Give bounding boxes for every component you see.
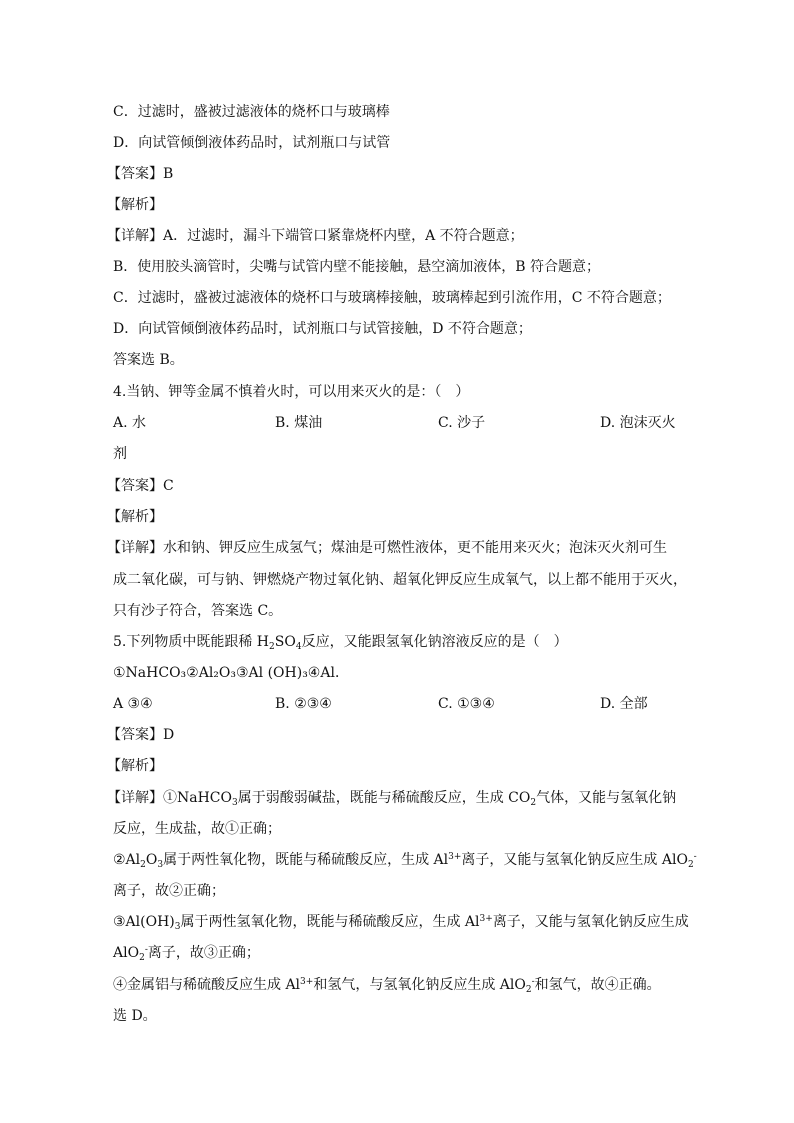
text-run: 和氢气，故④正确。: [534, 977, 661, 993]
q3-detail-b: B．使用胶头滴管时，尖嘴与试管内壁不能接触，悬空滴加液体，B 符合题意；: [113, 259, 601, 275]
superscript: -: [531, 977, 535, 987]
subscript: 2: [687, 860, 694, 870]
text-run: 气体，又能与氢氧化钠: [536, 790, 677, 806]
q4-analysis-heading: 【解析】: [107, 509, 163, 525]
q5-detail-1a: [107, 788, 676, 808]
text-run: 离子，故③正确；: [147, 945, 260, 961]
q4-detail-line-3: 只有沙子符合，答案选 C。: [113, 603, 283, 619]
q5-option-b: B. ②③④: [275, 696, 332, 712]
q4-detail-line-2: 成二氧化碳，可与钠、钾燃烧产物过氧化钠、超氧化钾反应生成氧气，以上都不能用于灭火，: [113, 572, 687, 588]
q5-detail-4: [113, 975, 661, 995]
q5-stem-sub: 4: [295, 642, 302, 652]
q5-detail-3b: [113, 943, 260, 963]
q3-option-d: D．向试管倾倒液体药品时，试剂瓶口与试管: [113, 135, 391, 151]
text-run: ②Al: [113, 852, 141, 868]
q4-answer: 【答案】C: [107, 478, 174, 494]
subscript: 2: [530, 798, 537, 808]
text-run: 属于两性氢氧化物，既能与稀硫酸反应，生成 Al: [180, 914, 480, 930]
q5-detail-1b: 反应，生成盐，故①正确；: [113, 821, 281, 837]
q3-detail-a: 【详解】A．过滤时，漏斗下端管口紧靠烧杯内壁，A 不符合题意；: [107, 228, 524, 244]
q5-option-a: A ③④: [113, 696, 153, 712]
superscript: 3+: [479, 914, 493, 924]
q5-stem-part: 5.下列物质中既能跟稀 H: [113, 634, 270, 650]
q3-analysis-heading: 【解析】: [107, 197, 163, 213]
text-run: O: [145, 852, 158, 868]
q3-conclusion: 答案选 B。: [113, 352, 184, 368]
subscript: 3: [232, 798, 238, 808]
superscript: 3+: [300, 977, 314, 987]
q4-detail-line-1: 【详解】水和钠、钾反应生成氢气；煤油是可燃性液体，更不能用来灭火；泡沫灭火剂可生: [107, 540, 667, 556]
q5-stem: [113, 632, 568, 652]
superscript: -: [693, 852, 697, 862]
text-run: 属于两性氧化物，既能与稀硫酸反应，生成 Al: [163, 852, 449, 868]
q5-answer: 【答案】D: [107, 727, 175, 743]
subscript: 2: [525, 985, 532, 995]
text-run: ③Al(OH): [113, 914, 175, 930]
q4-option-b: B. 煤油: [275, 415, 323, 431]
text-run: AlO: [113, 945, 140, 961]
q5-stem-part: 反应，又能跟氢氧化钠溶液反应的是（ ）: [301, 634, 568, 650]
q4-option-a: A. 水: [113, 415, 147, 431]
q5-option-d: D. 全部: [600, 696, 648, 712]
text-run: 【详解】①NaHCO: [107, 790, 232, 806]
q5-detail-2b: 离子，故②正确；: [113, 883, 225, 899]
q5-conclusion: 选 D。: [113, 1008, 157, 1024]
text-run: 离子，又能与氢氧化钠反应生成 AlO: [461, 852, 688, 868]
q4-option-d-wrap: 剂: [113, 446, 127, 462]
q5-detail-3a: [113, 912, 689, 932]
q3-detail-c: C．过滤时，盛被过滤液体的烧杯口与玻璃棒接触，玻璃棒起到引流作用，C 不符合题意；: [113, 290, 671, 306]
subscript: 2: [139, 953, 145, 963]
q4-option-d: D. 泡沫灭火: [600, 415, 676, 431]
q3-option-c: C．过滤时，盛被过滤液体的烧杯口与玻璃棒: [113, 104, 390, 120]
q5-analysis-heading: 【解析】: [107, 758, 163, 774]
q5-stem-sub: 2: [269, 642, 275, 652]
text-run: ④金属铝与稀硫酸反应生成 Al: [113, 977, 301, 993]
q3-detail-d: D．向试管倾倒液体药品时，试剂瓶口与试管接触，D 不符合题意；: [113, 321, 532, 337]
superscript: 3+: [448, 852, 462, 862]
superscript: -: [144, 945, 148, 955]
text-run: 离子，又能与氢氧化钠反应生成: [492, 914, 689, 930]
q5-detail-2a: [113, 850, 697, 870]
q5-stem-part: SO: [274, 634, 296, 650]
q5-option-c: C. ①③④: [438, 696, 495, 712]
q4-stem: 4.当钠、钾等金属不慎着火时，可以用来灭火的是：（ ）: [113, 384, 470, 400]
text-run: 属于弱酸弱碱盐，既能与稀硫酸反应，生成 CO: [237, 790, 531, 806]
q3-answer: 【答案】B: [107, 166, 174, 182]
q5-items: ①NaHCO₃②Al₂O₃③Al (OH)₃④Al．: [113, 665, 349, 681]
q4-option-c: C. 沙子: [438, 415, 486, 431]
subscript: 3: [157, 860, 164, 870]
text-run: 和氢气，与氢氧化钠反应生成 AlO: [313, 977, 526, 993]
subscript: 2: [140, 860, 146, 870]
subscript: 3: [174, 922, 181, 932]
